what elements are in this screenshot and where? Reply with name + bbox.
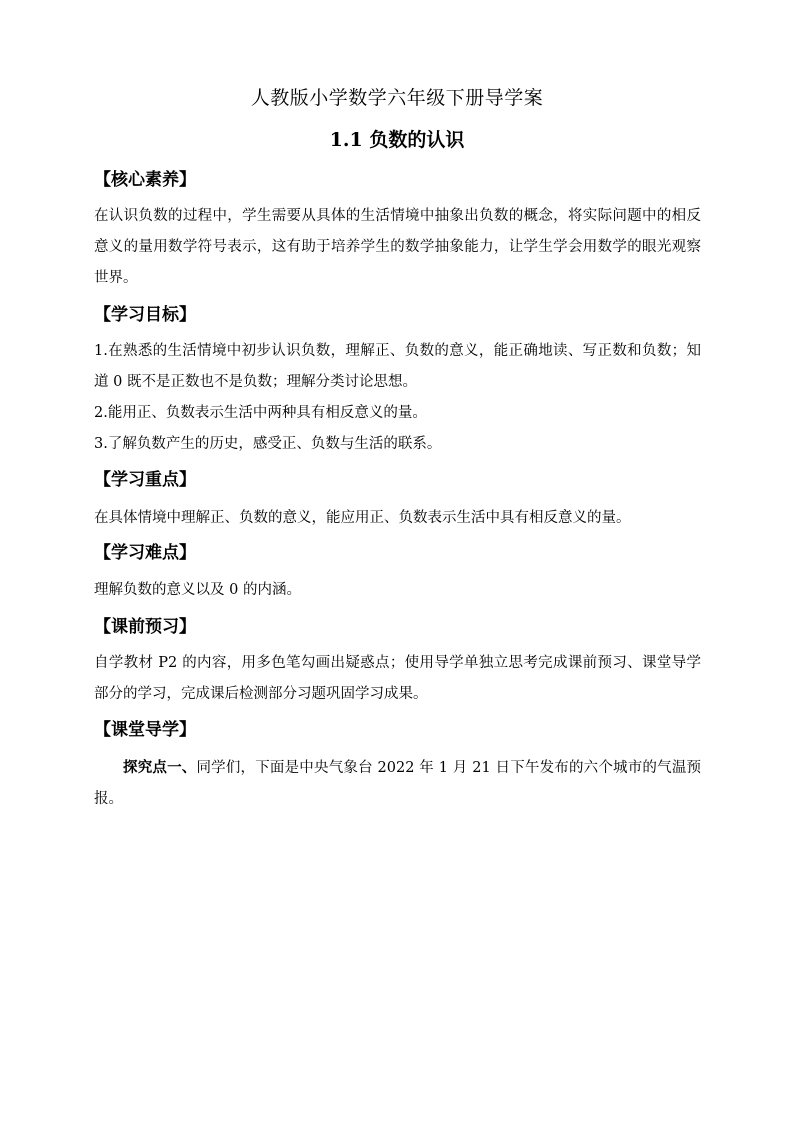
difficulties-text: 理解负数的意义以及 0 的内涵。 xyxy=(94,582,301,598)
explore-point-text: 同学们，下面是中央气象台 2022 年 1 月 21 日下午发布的六个城市的气温预报。 xyxy=(94,760,702,807)
preview-heading: 【课前预习】 xyxy=(94,617,196,637)
learning-goal-item-1: 1.在熟悉的生活情境中初步认识负数，理解正、负数的意义，能正确地读、写正数和负数；知道 0 既不是正数也不是负数；理解分类讨论思想。 xyxy=(94,343,701,390)
core-literacy-text: 在认识负数的过程中，学生需要从具体的生活情境中抽象出负数的概念，将实际问题中的相反意义的量用数学符号表示，这有助于培养学生的数学抽象能力，让学生学会用数学的眼光观察世界。 xyxy=(94,208,701,286)
document-title: 人教版小学数学六年级下册导学案 xyxy=(250,87,544,109)
preview-text: 自学教材 P2 的内容，用多色笔勾画出疑惑点；使用导学单独立思考完成课前预习、课堂导学部分的学习，完成课后检测部分习题巩固学习成果。 xyxy=(94,655,701,702)
key-points-text: 在具体情境中理解正、负数的意义，能应用正、负数表示生活中具有相反意义的量。 xyxy=(94,510,631,526)
difficulties-heading: 【学习难点】 xyxy=(94,543,196,563)
classroom-text xyxy=(94,752,701,815)
core-literacy-heading: 【核心素养】 xyxy=(94,170,196,190)
classroom-heading: 【课堂导学】 xyxy=(94,720,196,740)
learning-goal-item-2: 2.能用正、负数表示生活中两种具有相反意义的量。 xyxy=(94,405,427,421)
key-points-heading: 【学习重点】 xyxy=(94,470,196,490)
learning-goals-heading: 【学习目标】 xyxy=(94,305,196,325)
learning-goal-item-3: 3.了解负数产生的历史，感受正、负数与生活的联系。 xyxy=(94,436,442,452)
lesson-title: 1.1 负数的认识 xyxy=(329,129,465,151)
explore-point-label: 探究点一、 xyxy=(123,759,197,776)
